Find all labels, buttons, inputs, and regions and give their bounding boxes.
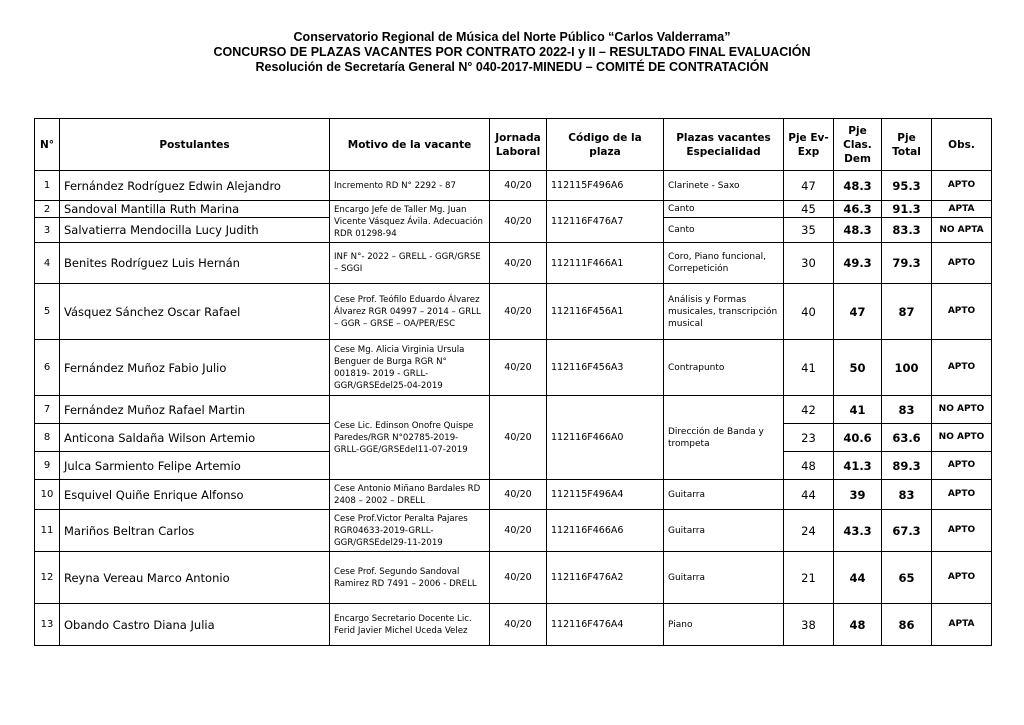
status-badge: APTO [932,340,992,396]
specialty: Guitarra [664,480,784,510]
score-total: 83 [882,480,932,510]
vacancy-reason: Cese Lic. Edinson Onofre Quispe Paredes/RGR N°02785-2019- GRLL-GGE/GRSEdel11-07-2019 [330,396,490,480]
work-hours: 40/20 [490,171,547,201]
position-code: 112116F456A3 [547,340,664,396]
score-clas-dem: 47 [834,284,882,340]
score-total: 91.3 [882,201,932,218]
score-ev-exp: 24 [784,510,834,552]
score-ev-exp: 35 [784,218,834,243]
status-badge: APTO [932,284,992,340]
specialty: Contrapunto [664,340,784,396]
specialty: Análisis y Formas musicales, transcripción musical [664,284,784,340]
score-clas-dem: 48 [834,604,882,646]
score-ev-exp: 42 [784,396,834,424]
specialty: Coro, Piano funcional, Correpetición [664,243,784,284]
status-badge: NO APTO [932,424,992,452]
status-badge: APTO [932,171,992,201]
score-ev-exp: 44 [784,480,834,510]
table-row [35,396,992,424]
status-badge: APTO [932,552,992,604]
specialty: Guitarra [664,510,784,552]
score-total: 83 [882,396,932,424]
col-header-motivo: Motivo de la vacante [330,119,490,171]
score-clas-dem: 39 [834,480,882,510]
table-row [35,340,992,396]
specialty: Dirección de Banda y trompeta [664,396,784,480]
table-row [35,201,992,218]
vacancy-reason: Encargo Jefe de Taller Mg. Juan Vicente Vásquez Ávila. Adecuación RDR 01298-94 [330,201,490,243]
row-number: 9 [35,452,60,480]
position-code: 112111F466A1 [547,243,664,284]
vacancy-reason: Encargo Secretario Docente Lic. Ferid Javier Michel Uceda Velez [330,604,490,646]
candidate-name: Benites Rodríguez Luis Hernán [60,243,330,284]
row-number: 2 [35,201,60,218]
candidate-name: Fernández Muñoz Rafael Martin [60,396,330,424]
score-total: 63.6 [882,424,932,452]
score-total: 83.3 [882,218,932,243]
score-total: 95.3 [882,171,932,201]
position-code: 112116F456A1 [547,284,664,340]
candidate-name: Anticona Saldaña Wilson Artemio [60,424,330,452]
specialty: Canto [664,218,784,243]
status-badge: APTA [932,604,992,646]
candidate-name: Reyna Vereau Marco Antonio [60,552,330,604]
work-hours: 40/20 [490,243,547,284]
specialty: Guitarra [664,552,784,604]
table-row [35,243,992,284]
score-clas-dem: 41.3 [834,452,882,480]
status-badge: APTO [932,510,992,552]
candidate-name: Mariños Beltran Carlos [60,510,330,552]
vacancy-reason: Cese Antonio Miñano Bardales RD 2408 – 2002 – DRELL [330,480,490,510]
candidate-name: Obando Castro Diana Julia [60,604,330,646]
work-hours: 40/20 [490,284,547,340]
col-header-number: N° [35,119,60,171]
score-total: 65 [882,552,932,604]
work-hours: 40/20 [490,552,547,604]
work-hours: 40/20 [490,480,547,510]
score-ev-exp: 40 [784,284,834,340]
table-header-row [35,119,992,171]
row-number: 1 [35,171,60,201]
row-number: 11 [35,510,60,552]
score-total: 67.3 [882,510,932,552]
score-total: 79.3 [882,243,932,284]
score-ev-exp: 21 [784,552,834,604]
status-badge: APTA [932,201,992,218]
document-header [0,30,1024,75]
position-code: 112116F476A4 [547,604,664,646]
status-badge: APTO [932,452,992,480]
position-code: 112116F476A7 [547,201,664,243]
score-clas-dem: 48.3 [834,218,882,243]
position-code: 112116F476A2 [547,552,664,604]
row-number: 13 [35,604,60,646]
position-code: 112115F496A4 [547,480,664,510]
score-clas-dem: 40.6 [834,424,882,452]
vacancy-reason: Cese Prof. Teófilo Eduardo Álvarez Álvarez RGR 04997 – 2014 – GRLL – GGR – GRSE – OA/PER/ESC [330,284,490,340]
score-clas-dem: 46.3 [834,201,882,218]
score-clas-dem: 48.3 [834,171,882,201]
col-header-plazas: Plazas vacantes Especialidad [664,119,784,171]
score-total: 87 [882,284,932,340]
table-row [35,171,992,201]
work-hours: 40/20 [490,396,547,480]
row-number: 3 [35,218,60,243]
specialty: Clarinete - Saxo [664,171,784,201]
score-clas-dem: 44 [834,552,882,604]
score-ev-exp: 38 [784,604,834,646]
position-code: 112116F466A0 [547,396,664,480]
col-header-pje-ev: Pje Ev-Exp [784,119,834,171]
col-header-obs: Obs. [932,119,992,171]
col-header-codigo: Código de la plaza [547,119,664,171]
candidate-name: Fernández Rodríguez Edwin Alejandro [60,171,330,201]
score-ev-exp: 41 [784,340,834,396]
row-number: 7 [35,396,60,424]
row-number: 8 [35,424,60,452]
vacancy-reason: Cese Mg. Alicia Virginia Ursula Benguer de Burga RGR N° 001819- 2019 - GRLL-GGR/GRSEdel25-04-2019 [330,340,490,396]
col-header-jornada: Jornada Laboral [490,119,547,171]
score-clas-dem: 43.3 [834,510,882,552]
table-row [35,480,992,510]
col-header-postulantes: Postulantes [60,119,330,171]
score-clas-dem: 49.3 [834,243,882,284]
candidate-name: Sandoval Mantilla Ruth Marina [60,201,330,218]
status-badge: NO APTO [932,396,992,424]
score-ev-exp: 23 [784,424,834,452]
header-contest-title: CONCURSO DE PLAZAS VACANTES POR CONTRATO 2022-I y II – RESULTADO FINAL EVALUACIÓN [213,45,811,59]
candidate-name: Julca Sarmiento Felipe Artemio [60,452,330,480]
table-row [35,284,992,340]
work-hours: 40/20 [490,604,547,646]
specialty: Piano [664,604,784,646]
col-header-pje-total: Pje Total [882,119,932,171]
position-code: 112116F466A6 [547,510,664,552]
score-total: 89.3 [882,452,932,480]
row-number: 12 [35,552,60,604]
work-hours: 40/20 [490,201,547,243]
score-clas-dem: 50 [834,340,882,396]
work-hours: 40/20 [490,510,547,552]
row-number: 4 [35,243,60,284]
candidate-name: Esquivel Quiñe Enrique Alfonso [60,480,330,510]
score-ev-exp: 47 [784,171,834,201]
score-total: 100 [882,340,932,396]
candidate-name: Vásquez Sánchez Oscar Rafael [60,284,330,340]
candidate-name: Fernández Muñoz Fabio Julio [60,340,330,396]
row-number: 6 [35,340,60,396]
score-ev-exp: 48 [784,452,834,480]
status-badge: APTO [932,243,992,284]
specialty: Canto [664,201,784,218]
row-number: 10 [35,480,60,510]
status-badge: NO APTA [932,218,992,243]
status-badge: APTO [932,480,992,510]
work-hours: 40/20 [490,340,547,396]
vacancy-reason: Incremento RD N° 2292 - 87 [330,171,490,201]
vacancy-reason: Cese Prof. Segundo Sandoval Ramirez RD 7491 – 2006 - DRELL [330,552,490,604]
results-table [34,118,992,646]
score-clas-dem: 41 [834,396,882,424]
header-resolution: Resolución de Secretaría General N° 040-2017-MINEDU – COMITÉ DE CONTRATACIÓN [255,60,769,74]
table-row [35,510,992,552]
table-row [35,552,992,604]
col-header-pje-clas: Pje Clas. Dem [834,119,882,171]
position-code: 112115F496A6 [547,171,664,201]
vacancy-reason: INF N°- 2022 – GRELL - GGR/GRSE – SGGI [330,243,490,284]
table-row [35,604,992,646]
score-ev-exp: 30 [784,243,834,284]
row-number: 5 [35,284,60,340]
score-total: 86 [882,604,932,646]
candidate-name: Salvatierra Mendocilla Lucy Judith [60,218,330,243]
header-institution: Conservatorio Regional de Música del Norte Público “Carlos Valderrama” [293,30,731,44]
vacancy-reason: Cese Prof.Victor Peralta Pajares RGR04633-2019-GRLL-GGR/GRSEdel29-11-2019 [330,510,490,552]
score-ev-exp: 45 [784,201,834,218]
